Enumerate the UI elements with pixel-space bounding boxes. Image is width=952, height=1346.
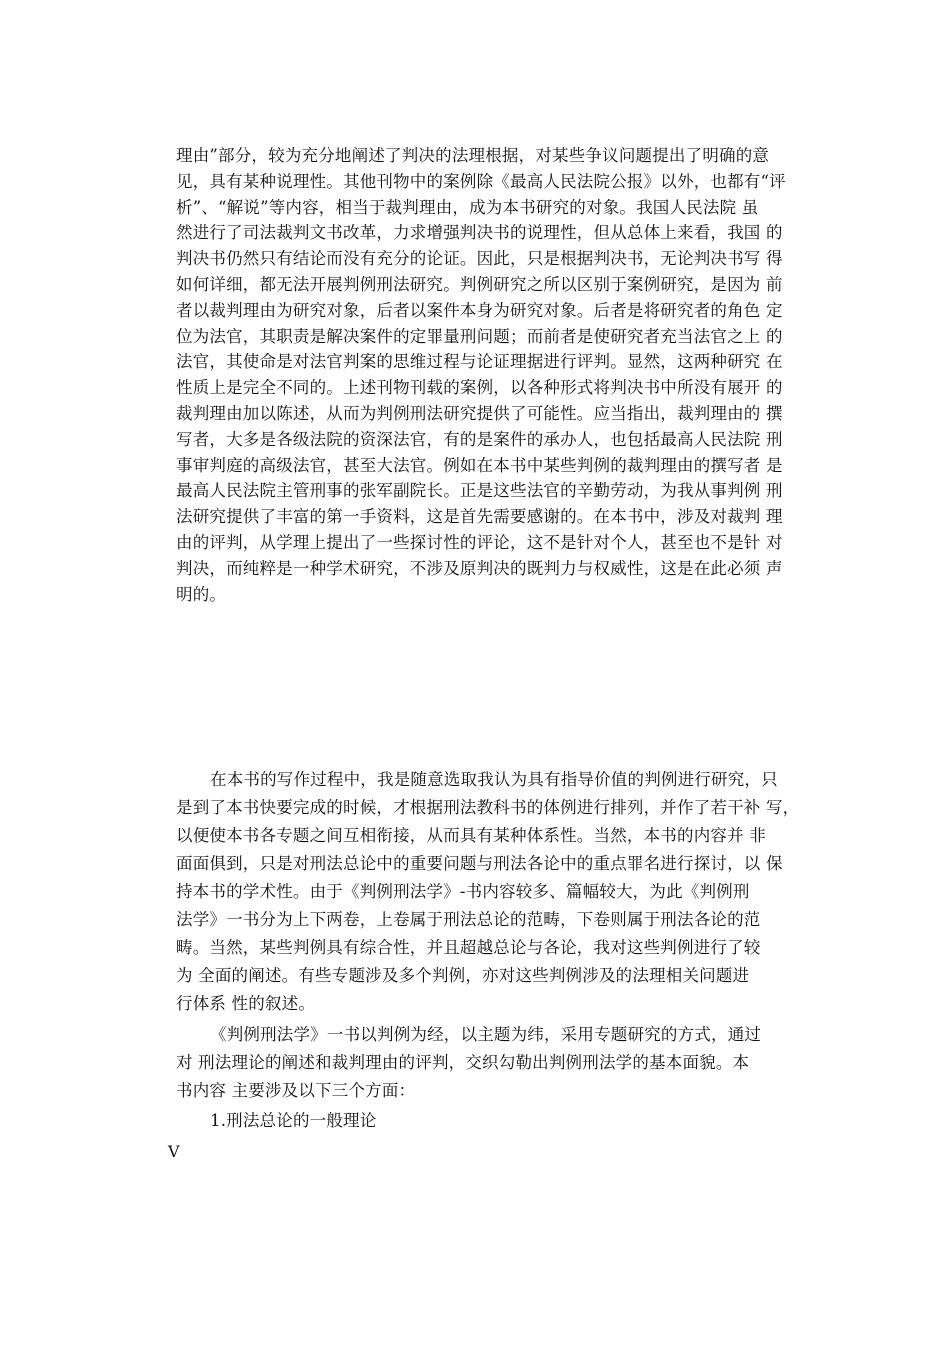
text-line: 写者，大多是各级法院的资深法官，有的是案件的承办人，也包括最高人民法院 刑 <box>176 430 783 449</box>
text-line: 如何详细，都无法开展判例刑法研究。判例研究之所以区别于案例研究，是因为 前 <box>176 275 783 294</box>
text-line: 性质上是完全不同的。上述刊物刊载的案例，以各种形式将判决书中所没有展开 的 <box>176 378 783 397</box>
text-line: 位为法官，其职责是解决案件的定罪量刑问题；而前者是使研究者充当法官之上 的 <box>176 327 783 346</box>
text-line: 判决，而纯粹是一种学术研究，不涉及原判决的既判力与权威性，这是在此必须 声 <box>176 559 783 578</box>
text-line: 书内容 主要涉及以下三个方面： <box>176 1081 416 1100</box>
text-line: 在本书的写作过程中，我是随意选取我认为具有指导价值的判例进行研究，只 <box>210 770 778 789</box>
text-line: 理由”部分，较为充分地阐述了判决的法理根据，对某些争议问题提出了明确的意 <box>176 146 770 165</box>
text-line: 以便使本书各专题之间互相衔接，从而具有某种体系性。当然，本书的内容并 非 <box>176 826 766 845</box>
text-line: 持本书的学术性。由于《判例刑法学》-书内容较多、篇幅较大，为此《判例刑 <box>176 882 750 901</box>
text-line: 法研究提供了丰富的第一手资料，这是首先需要感谢的。在本书中，涉及对裁判 理 <box>176 507 783 526</box>
text-line: 事审判庭的高级法官，甚至大法官。例如在本书中某些判例的裁判理由的撰写者 是 <box>176 456 783 475</box>
text-line: 为 全面的阐述。有些专题涉及多个判例，亦对这些判例涉及的法理相关问题进 <box>176 966 750 985</box>
text-line: 析”、“解说”等内容，相当于裁判理由，成为本书研究的对象。我国人民法院 虽 <box>176 198 759 217</box>
text-line: 由的评判，从学理上提出了一些探讨性的评论，这不是针对个人，甚至也不是针 对 <box>176 533 783 552</box>
text-line: 面面俱到，只是对刑法总论中的重要问题与刑法各论中的重点罪名进行探讨，以 保 <box>176 854 783 873</box>
text-line: 法学》一书分为上下两卷，上卷属于刑法总论的范畴，下卷则属于刑法各论的范 <box>176 910 761 929</box>
page-number: V <box>168 1142 180 1161</box>
text-line: 1.刑法总论的一般理论 <box>210 1111 377 1130</box>
text-line: 裁判理由加以陈述，从而为判例刑法研究提供了可能性。应当指出，裁判理由的 撰 <box>176 404 783 423</box>
text-line: 《判例刑法学》一书以判例为经，以主题为纬，采用专题研究的方式，通过 <box>210 1025 762 1044</box>
text-line: 者以裁判理由为研究对象，后者以案件本身为研究对象。后者是将研究者的角色 定 <box>176 301 783 320</box>
text-line: 畴。当然，某些判例具有综合性，并且超越总论与各论，我对这些判例进行了较 <box>176 938 761 957</box>
text-line: 明的。 <box>176 585 227 604</box>
text-line: 最高人民法院主管刑事的张军副院长。正是这些法官的辛勤劳动，为我从事判例 刑 <box>176 481 783 500</box>
text-line: 判决书仍然只有结论而没有充分的论证。因此，只是根据判决书，无论判决书写 得 <box>176 249 783 268</box>
text-line: 对 刑法理论的阐述和裁判理由的评判，交织勾勒出判例刑法学的基本面貌。本 <box>176 1053 750 1072</box>
text-line: 行体系 性的叙述。 <box>176 994 316 1013</box>
text-line: 然进行了司法裁判文书改革，力求增强判决书的说理性，但从总体上来看，我国 的 <box>176 223 783 242</box>
text-line: 是到了本书快要完成的时候，才根据刑法教科书的体例进行排列，并作了若干补 写， <box>176 798 800 817</box>
text-line: 法官，其使命是对法官判案的思维过程与论证理据进行评判。显然，这两种研究 在 <box>176 352 783 371</box>
text-line: 见，具有某种说理性。其他刊物中的案例除《最高人民法院公报》以外，也都有“评 <box>176 172 786 191</box>
